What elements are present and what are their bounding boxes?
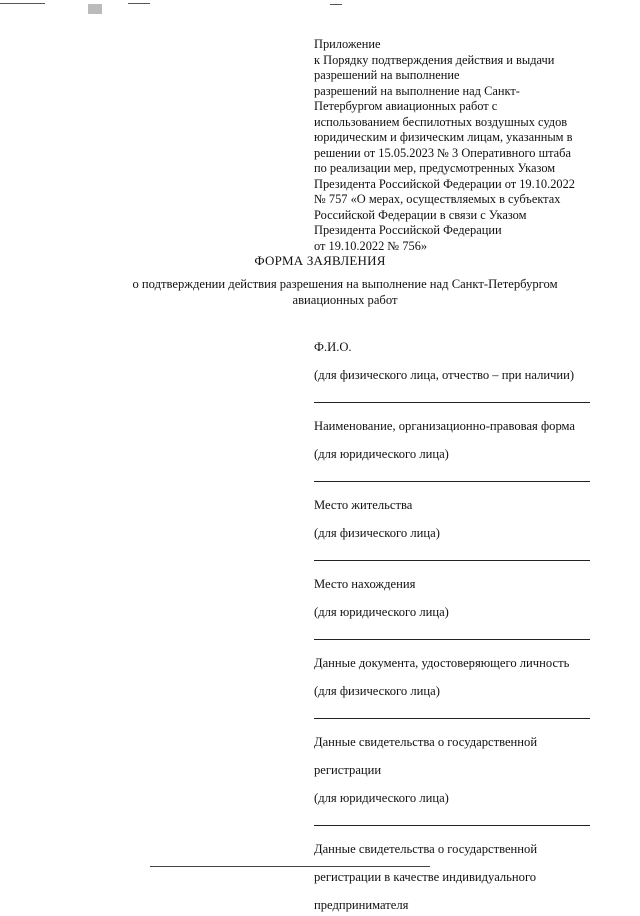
appendix-line: Петербургом авиационных работ с <box>314 99 498 113</box>
field-label: Данные свидетельства о государственной <box>314 735 538 749</box>
appendix-line: использованием беспилотных воздушных судов <box>314 114 568 129</box>
form-subtitle-line: авиационных работ <box>292 293 398 307</box>
form-subtitle-line: о подтверждении действия разрешения на выполнение над Санкт-Петербургом <box>132 277 558 291</box>
scan-artifact-top-left <box>0 3 45 4</box>
appendix-line: решении от 15.05.2023 № 3 Оперативного штаба <box>314 145 571 160</box>
id-document-input-line[interactable] <box>314 718 590 719</box>
form-fields <box>314 336 590 916</box>
appendix-line: юридическим и физическим лицам, указанным в <box>314 130 573 144</box>
form-title: ФОРМА ЗАЯВЛЕНИЯ <box>254 253 386 268</box>
field-note: (для физического лица) <box>314 684 440 698</box>
field-note: (для физического лица, отчество – при наличии) <box>314 368 575 382</box>
field-state-registration <box>314 731 590 826</box>
field-label: Наименование, организационно-правовая форма <box>314 419 576 433</box>
residence-input-line[interactable] <box>314 560 590 561</box>
org-name-input-line[interactable] <box>314 481 590 482</box>
field-note: (для юридического лица) <box>314 605 449 619</box>
field-org-name <box>314 415 590 482</box>
appendix-line: Приложение <box>314 37 381 51</box>
appendix-line: № 757 «О мерах, осуществляемых в субъектах <box>314 192 561 206</box>
scan-artifact-top-dash <box>330 4 342 5</box>
appendix-line: Российской Федерации в связи с Указом <box>314 207 527 222</box>
field-id-document <box>314 652 590 719</box>
fio-input-line[interactable] <box>314 402 590 403</box>
appendix-block <box>314 37 604 254</box>
field-label: Место жительства <box>314 498 413 512</box>
field-label-cont: регистрации в качестве индивидуального <box>314 870 537 884</box>
appendix-line: от 19.10.2022 № 756» <box>314 238 428 253</box>
form-subtitle <box>95 276 595 308</box>
field-label-cont: регистрации <box>314 763 382 777</box>
field-fio <box>314 336 590 403</box>
appendix-line: Президента Российской Федерации от 19.10.2022 <box>314 176 575 191</box>
page-bottom-rule <box>150 866 430 867</box>
field-label: Данные свидетельства о государственной <box>314 842 538 856</box>
scan-artifact-top-right <box>128 3 150 4</box>
appendix-line: разрешений на выполнение <box>314 68 460 82</box>
location-input-line[interactable] <box>314 639 590 640</box>
field-note: (для юридического лица) <box>314 791 449 805</box>
state-registration-input-line[interactable] <box>314 825 590 826</box>
field-location <box>314 573 590 640</box>
appendix-line: по реализации мер, предусмотренных Указом <box>314 161 556 175</box>
field-note: (для юридического лица) <box>314 447 449 461</box>
appendix-line: разрешений на выполнение над Санкт- <box>314 83 520 98</box>
field-entrepreneur-registration <box>314 838 590 916</box>
field-label: Место нахождения <box>314 577 416 591</box>
appendix-line: Президента Российской Федерации <box>314 223 502 237</box>
appendix-line: к Порядку подтверждения действия и выдачи <box>314 52 555 67</box>
field-label: Данные документа, удостоверяющего личность <box>314 656 570 670</box>
field-label-cont: предпринимателя <box>314 898 409 912</box>
field-note: (для физического лица) <box>314 526 440 540</box>
field-label: Ф.И.О. <box>314 340 352 354</box>
scan-artifact-top-center <box>88 4 102 14</box>
field-residence <box>314 494 590 561</box>
